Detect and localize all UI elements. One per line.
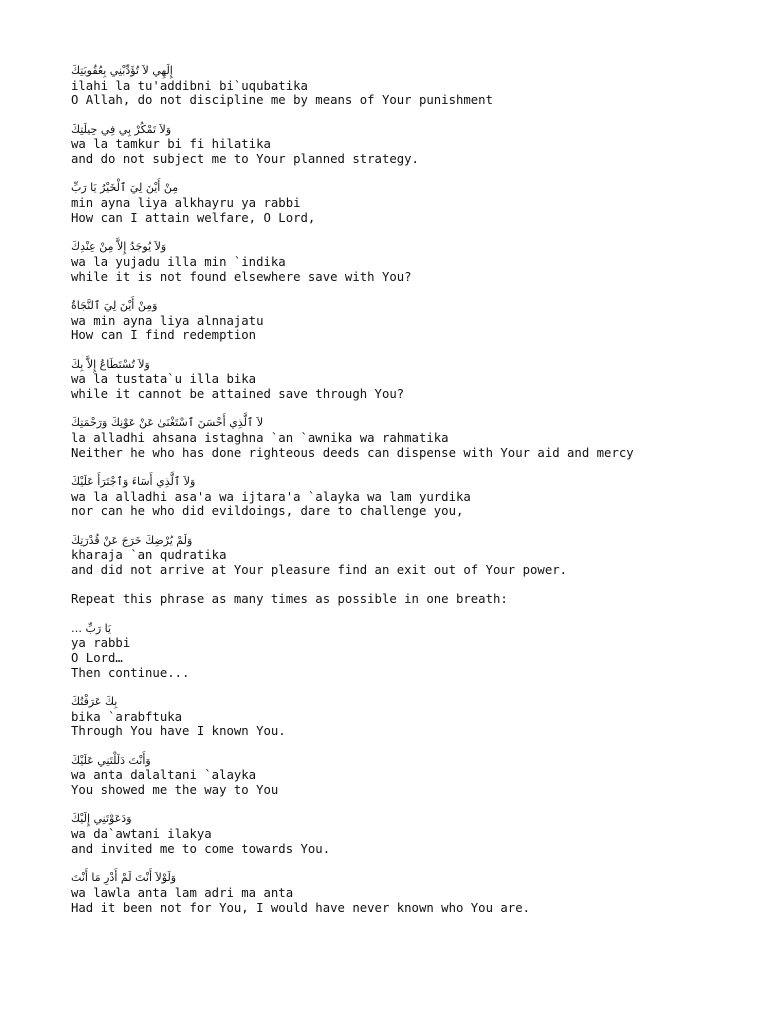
transliteration-line: wa la alladhi asa'a wa ijtara'a `alayka wa lam yurdika (71, 489, 471, 504)
translation-line: O Allah, do not discipline me by means of Your punishment (71, 93, 493, 108)
transliteration-line: wa anta dalaltani `alayka (71, 768, 257, 783)
verse-block-11 (71, 754, 751, 798)
translation-line: You showed me the way to You (71, 783, 279, 798)
verse-block-3 (71, 181, 751, 225)
instruction-block (71, 592, 751, 607)
translation-line: Through You have I known You. (71, 724, 286, 739)
transliteration-line: kharaja `an qudratika (71, 548, 227, 563)
transliteration-line: wa la tustata`u illa bika (71, 372, 257, 387)
verse-block-2 (71, 123, 751, 167)
transliteration-line: wa la tamkur bi fi hilatika (71, 137, 271, 152)
arabic-line: وَلاَ تَمْكُرْ بِي فِي حِيلَتِكَ (71, 122, 172, 136)
translation-line: O Lord… (71, 651, 123, 666)
arabic-line: وَلاَ يُوجَدُ إِلاَّ مِنْ عِنْدِكَ (71, 240, 167, 254)
arabic-line: بِكَ عَرَفْتُكَ (71, 695, 118, 709)
arabic-line: وَلَمْ يُرْضِكَ خَرَجَ عَنْ قُدْرَتِكَ (71, 533, 193, 547)
verse-block-5 (71, 299, 751, 343)
arabic-line: وَلاَ تُسْتَطَاعُ إِلاَّ بِكَ (71, 357, 150, 371)
translation-line: How can I attain welfare, O Lord, (71, 210, 316, 225)
verse-block-6 (71, 358, 751, 402)
document-page (71, 64, 751, 930)
arabic-line: إِلَهِي لاَ تُؤَدِّبْنِي بِعُقُوبَتِكَ (71, 64, 173, 77)
translation-line: and did not arrive at Your pleasure find an exit out of Your power. (71, 563, 568, 578)
verse-block-4 (71, 240, 751, 284)
transliteration-line: ilahi la tu'addibni bi`uqubatika (71, 78, 308, 93)
translation-line: and invited me to come towards You. (71, 841, 331, 856)
arabic-line: وَلَوْلاَ أَنْتَ لَمْ أَدْرِ مَا أَنْتَ (71, 871, 177, 885)
transliteration-line: ya rabbi (71, 636, 131, 651)
translation-line: nor can he who did evildoings, dare to challenge you, (71, 504, 464, 519)
verse-block-8 (71, 475, 751, 519)
translation-line: How can I find redemption (71, 328, 257, 343)
transliteration-line: wa la yujadu illa min `indika (71, 254, 286, 269)
translation-line: while it is not found elsewhere save with You? (71, 269, 412, 284)
verse-block-10 (71, 695, 751, 739)
translation-line: Neither he who has done righteous deeds can dispense with Your aid and mercy (71, 445, 634, 460)
instruction-text: Repeat this phrase as many times as possible in one breath: (71, 592, 508, 607)
translation-line: while it cannot be attained save through You? (71, 386, 405, 401)
repeat-block (71, 622, 751, 681)
transliteration-line: la alladhi ahsana istaghna `an `awnika wa rahmatika (71, 430, 449, 445)
verse-block-12 (71, 812, 751, 856)
arabic-line: وَأَنْتَ دَلَلْتَنِي عَلَيْكَ (71, 753, 151, 767)
arabic-line: مِنْ أَيْنَ لِيَ ٱلْخَيْرُ يَا رَبِّ (71, 181, 179, 195)
arabic-line: يَا رَبِّ … (71, 621, 112, 635)
arabic-line: وَلاَ ٱلَّذِي أَسَاءَ وَٱجْتَرَأَ عَلَيْكَ (71, 474, 196, 488)
transliteration-line: min ayna liya alkhayru ya rabbi (71, 196, 301, 211)
transliteration-line: wa lawla anta lam adri ma anta (71, 885, 294, 900)
translation-line: Had it been not for You, I would have never known who You are. (71, 900, 531, 915)
arabic-line: لاَ ٱلَّذِي أَحْسَنَ ٱسْتَغْنَىٰ عَنْ عَوْنِكَ وَرَحْمَتِكَ (71, 416, 264, 430)
translation-line: and do not subject me to Your planned strategy. (71, 152, 419, 167)
verse-block-13 (71, 871, 751, 915)
transliteration-line: wa min ayna liya alnnajatu (71, 313, 264, 328)
verse-block-1 (71, 64, 751, 108)
arabic-line: وَمِنْ أَيْنَ لِيَ ٱلنَّجَاةُ (71, 298, 158, 312)
verse-block-7 (71, 416, 751, 460)
transliteration-line: bika `arabftuka (71, 709, 183, 724)
transliteration-line: wa da`awtani ilakya (71, 827, 212, 842)
arabic-line: وَدَعَوْتَنِي إِلَيْكَ (71, 812, 132, 826)
verse-block-9 (71, 534, 751, 578)
continue-text: Then continue... (71, 665, 190, 680)
